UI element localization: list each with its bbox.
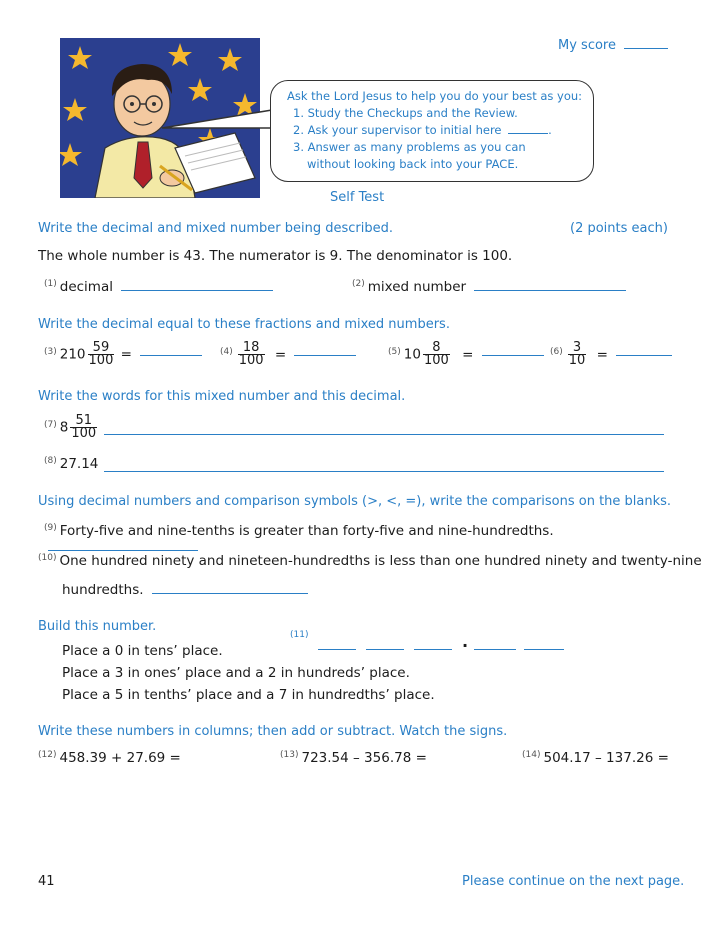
section1-description: The whole number is 43. The numerator is 9. The denominator is 100. — [38, 248, 513, 264]
q11-decimal-point: . — [462, 632, 469, 651]
build-line-3: Place a 5 in tenths’ place and a 7 in hundredths’ place. — [62, 687, 435, 703]
question-1: $^{(1)}$ decimal — [44, 279, 273, 295]
section6-instruction: Write these numbers in columns; then add or subtract. Watch the signs. — [38, 724, 508, 739]
question-8: $^{(8)}$ 27.14 — [44, 456, 99, 472]
q11-digit-hundreds[interactable] — [318, 648, 356, 650]
bubble-item-3-cont: without looking back into your PACE. — [307, 157, 519, 171]
question-13: $^{(13)}$ 723.54 – 356.78 = — [280, 750, 427, 766]
q11-digit-ones[interactable] — [414, 648, 452, 650]
section2-instruction: Write the decimal equal to these fractions and mixed numbers. — [38, 317, 450, 332]
q4-answer-blank[interactable] — [294, 354, 356, 356]
q10-answer-blank[interactable] — [152, 592, 308, 594]
bubble-item-3: 3. Answer as many problems as you can — [293, 140, 526, 154]
bubble-tail — [160, 100, 275, 140]
q11-digit-tens[interactable] — [366, 648, 404, 650]
question-10-cont: hundredths. — [62, 582, 308, 598]
q2-answer-blank[interactable] — [474, 289, 626, 291]
bubble-item-1: 1. Study the Checkups and the Review. — [293, 106, 518, 120]
bubble-intro: Ask the Lord Jesus to help you do your best as you: — [287, 89, 583, 103]
build-line-1: Place a 0 in tens’ place. — [62, 643, 223, 659]
q1-answer-blank[interactable] — [121, 289, 273, 291]
q7-answer-blank[interactable] — [104, 433, 664, 435]
build-line-2: Place a 3 in ones’ place and a 2 in hundreds’ place. — [62, 665, 410, 681]
question-6: $^{(6)}$ $\frac{3}{10}$ = — [550, 342, 672, 367]
question-5: $^{(5)}$ 10 $\frac{8}{100}$ = — [388, 342, 544, 367]
score-label: My score — [558, 38, 616, 53]
score-area — [558, 38, 668, 53]
section3-instruction: Write the words for this mixed number and this decimal. — [38, 389, 406, 404]
supervisor-initial-blank[interactable] — [508, 132, 548, 134]
question-7: $^{(7)}$ 8 $\frac{51}{100}$ — [44, 413, 97, 441]
page-number: 41 — [38, 874, 55, 889]
score-blank[interactable] — [624, 47, 668, 49]
q3-answer-blank[interactable] — [140, 354, 202, 356]
section1-instruction: Write the decimal and mixed number being described. — [38, 221, 393, 236]
continue-note: Please continue on the next page. — [462, 874, 685, 889]
q11-number: (11) — [290, 630, 309, 640]
question-2: $^{(2)}$ mixed number — [352, 279, 626, 295]
section5-instruction: Build this number. — [38, 619, 157, 634]
q8-answer-blank[interactable] — [104, 470, 664, 472]
speech-bubble — [270, 80, 594, 182]
q11-digit-tenths[interactable] — [474, 648, 516, 650]
q5-answer-blank[interactable] — [482, 354, 544, 356]
q6-answer-blank[interactable] — [616, 354, 672, 356]
question-9: $^{(9)}$ Forty-five and nine-tenths is greater than forty-five and nine-hundredths. — [44, 523, 710, 555]
question-4: $^{(4)}$ $\frac{18}{100}$ = — [220, 342, 356, 367]
q9-answer-blank[interactable] — [48, 549, 198, 551]
section4-instruction: Using decimal numbers and comparison symbols (>, <, =), write the comparisons on the blanks. — [38, 494, 672, 509]
self-test-title: Self Test — [330, 190, 385, 205]
q11-digit-hundredths[interactable] — [524, 648, 564, 650]
bubble-item-2: 2. Ask your supervisor to initial here . — [293, 123, 552, 137]
points-label: (2 points each) — [570, 221, 668, 236]
question-10: $^{(10)}$ One hundred ninety and nineteen-hundredths is less than one hundred ninety and twenty-nine — [38, 553, 702, 569]
question-14: $^{(14)}$ 504.17 – 137.26 = — [522, 750, 669, 766]
question-3: $^{(3)}$ 210 $\frac{59}{100}$ = — [44, 342, 202, 367]
question-12: $^{(12)}$ 458.39 + 27.69 = — [38, 750, 181, 766]
